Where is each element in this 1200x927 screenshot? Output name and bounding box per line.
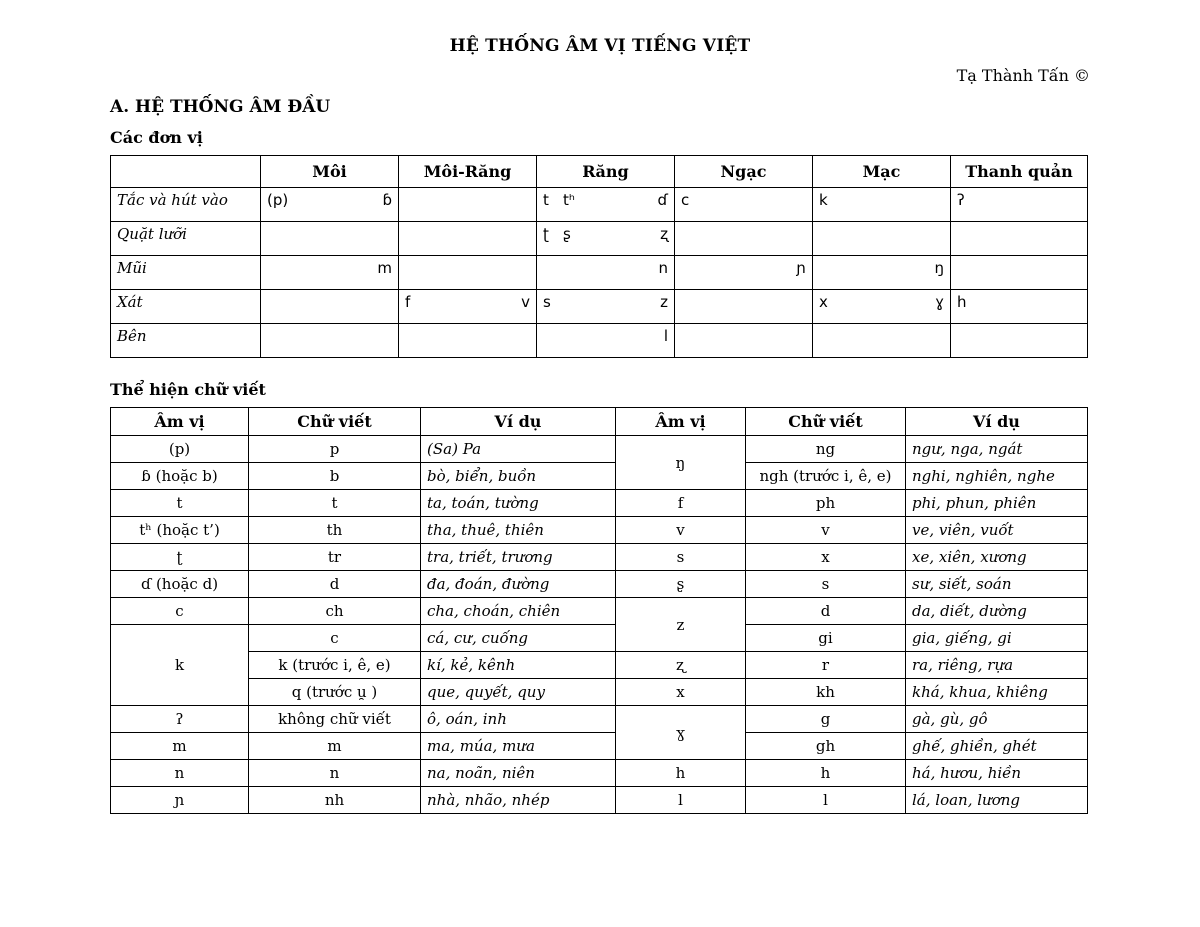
example-cell: khá, khua, khiêng xyxy=(906,679,1088,706)
header-cell: Ví dụ xyxy=(906,408,1088,436)
header-cell: Chữ viết xyxy=(249,408,421,436)
example-cell: nhà, nhão, nhép xyxy=(421,787,616,814)
table-cell xyxy=(951,222,1088,256)
table-row xyxy=(111,222,1088,256)
spelling-cell: s xyxy=(746,571,906,598)
table-cell xyxy=(675,290,813,324)
spelling-cell: m xyxy=(249,733,421,760)
phoneme-symbol: x xyxy=(819,293,828,311)
spelling-cell: ch xyxy=(249,598,421,625)
phoneme-symbol: m xyxy=(377,259,392,277)
spelling-cell: ng xyxy=(746,436,906,463)
phoneme-symbol: ɓ xyxy=(382,191,392,209)
example-cell: sư, siết, soán xyxy=(906,571,1088,598)
spelling-cell: c xyxy=(249,625,421,652)
example-cell: gà, gù, gô xyxy=(906,706,1088,733)
header-cell: Môi-Răng xyxy=(399,156,537,188)
phoneme-symbol: ɣ xyxy=(935,293,944,311)
table-cell xyxy=(951,188,1088,222)
subtitle-writing: Thể hiện chữ viết xyxy=(110,380,266,399)
example-cell: lá, loan, lương xyxy=(906,787,1088,814)
phoneme-symbol: s xyxy=(543,293,551,311)
table-header-row xyxy=(111,408,1088,436)
table-row xyxy=(111,436,1088,463)
phoneme-cell: ɓ (hoặc b) xyxy=(111,463,249,490)
example-cell: ma, múa, mưa xyxy=(421,733,616,760)
phoneme-cell: m xyxy=(111,733,249,760)
table-cell xyxy=(537,222,675,256)
spelling-cell: gi xyxy=(746,625,906,652)
phoneme-symbol: k xyxy=(819,191,828,209)
spelling-cell: t xyxy=(249,490,421,517)
example-cell: phi, phun, phiên xyxy=(906,490,1088,517)
phoneme-cell: z xyxy=(616,598,746,652)
example-cell: (Sa) Pa xyxy=(421,436,616,463)
author: Tạ Thành Tấn © xyxy=(956,66,1090,85)
spelling-cell: b xyxy=(249,463,421,490)
spelling-cell: gh xyxy=(746,733,906,760)
table-cell xyxy=(813,222,951,256)
example-cell: nghi, nghiên, nghe xyxy=(906,463,1088,490)
spelling-cell: d xyxy=(249,571,421,598)
row-label: Tắc và hút vào xyxy=(111,188,261,222)
phoneme-cell: v xyxy=(616,517,746,544)
phoneme-cell: tʰ (hoặc t’) xyxy=(111,517,249,544)
spelling-cell: nh xyxy=(249,787,421,814)
table-cell xyxy=(675,256,813,290)
table-row xyxy=(111,544,1088,571)
example-cell: tha, thuê, thiên xyxy=(421,517,616,544)
phoneme-symbol: (p) xyxy=(267,191,289,209)
table-cell xyxy=(399,188,537,222)
table-cell xyxy=(399,256,537,290)
header-cell: Thanh quản xyxy=(951,156,1088,188)
table-cell xyxy=(537,290,675,324)
table-cell xyxy=(399,290,537,324)
example-cell: kí, kẻ, kênh xyxy=(421,652,616,679)
header-cell: Ngạc xyxy=(675,156,813,188)
table-row xyxy=(111,625,1088,652)
example-cell: ve, viên, vuốt xyxy=(906,517,1088,544)
spelling-cell: r xyxy=(746,652,906,679)
phoneme-symbol: h xyxy=(957,293,967,311)
header-cell: Mạc xyxy=(813,156,951,188)
spelling-cell: p xyxy=(249,436,421,463)
phoneme-symbol: ʈ xyxy=(543,225,549,243)
spelling-cell: v xyxy=(746,517,906,544)
spelling-cell: ngh (trước i, ê, e) xyxy=(746,463,906,490)
table-cell xyxy=(951,256,1088,290)
writing-table xyxy=(110,407,1088,814)
header-cell xyxy=(111,156,261,188)
spelling-cell: g xyxy=(746,706,906,733)
header-cell: Răng xyxy=(537,156,675,188)
phoneme-symbol: ɗ xyxy=(657,191,668,209)
table-row xyxy=(111,324,1088,358)
phoneme-cell: l xyxy=(616,787,746,814)
example-cell: ô, oán, inh xyxy=(421,706,616,733)
phoneme-cell: ŋ xyxy=(616,436,746,490)
phoneme-cell: x xyxy=(616,679,746,706)
table-row xyxy=(111,517,1088,544)
spelling-cell: kh xyxy=(746,679,906,706)
phoneme-cell: s xyxy=(616,544,746,571)
phoneme-cell: h xyxy=(616,760,746,787)
example-cell: đa, đoán, đường xyxy=(421,571,616,598)
table-cell xyxy=(813,290,951,324)
row-label: Mũi xyxy=(111,256,261,290)
phoneme-symbol: ʐ xyxy=(660,225,668,243)
spelling-cell: n xyxy=(249,760,421,787)
table-cell xyxy=(261,256,399,290)
phoneme-cell: ʐ xyxy=(616,652,746,679)
example-cell: cá, cư, cuống xyxy=(421,625,616,652)
example-cell: ta, toán, tường xyxy=(421,490,616,517)
table-cell xyxy=(951,324,1088,358)
table-row xyxy=(111,733,1088,760)
example-cell: cha, choán, chiên xyxy=(421,598,616,625)
table-cell xyxy=(399,222,537,256)
header-cell: Chữ viết xyxy=(746,408,906,436)
table-row xyxy=(111,463,1088,490)
phoneme-symbol: v xyxy=(521,293,530,311)
phoneme-cell: (p) xyxy=(111,436,249,463)
table-cell xyxy=(261,324,399,358)
example-cell: da, diết, dường xyxy=(906,598,1088,625)
phoneme-symbol: t xyxy=(543,191,549,209)
table-row xyxy=(111,490,1088,517)
phoneme-symbol: ŋ xyxy=(934,259,944,277)
phoneme-symbol: z xyxy=(660,293,668,311)
phoneme-cell: k xyxy=(111,625,249,706)
phoneme-cell: t xyxy=(111,490,249,517)
header-cell: Ví dụ xyxy=(421,408,616,436)
phoneme-cell: ʂ xyxy=(616,571,746,598)
phoneme-cell: ɲ xyxy=(111,787,249,814)
table-cell xyxy=(813,188,951,222)
section-heading: A. HỆ THỐNG ÂM ĐẦU xyxy=(110,97,331,117)
example-cell: há, hươu, hiền xyxy=(906,760,1088,787)
table-cell xyxy=(813,256,951,290)
table-row xyxy=(111,760,1088,787)
table-row xyxy=(111,256,1088,290)
example-cell: que, quyết, quy xyxy=(421,679,616,706)
spelling-cell: l xyxy=(746,787,906,814)
table-cell xyxy=(399,324,537,358)
phoneme-cell: ɗ (hoặc d) xyxy=(111,571,249,598)
phoneme-symbol: l xyxy=(663,327,668,345)
spelling-cell: x xyxy=(746,544,906,571)
row-label: Bên xyxy=(111,324,261,358)
table-cell xyxy=(813,324,951,358)
table-row xyxy=(111,652,1088,679)
spelling-cell: ph xyxy=(746,490,906,517)
phoneme-units-table xyxy=(110,155,1088,358)
table-cell xyxy=(675,222,813,256)
phoneme-cell: f xyxy=(616,490,746,517)
phoneme-symbol: ɲ xyxy=(796,259,806,277)
table-cell xyxy=(675,188,813,222)
example-cell: ngư, nga, ngát xyxy=(906,436,1088,463)
example-cell: gia, giếng, gi xyxy=(906,625,1088,652)
table-row xyxy=(111,290,1088,324)
spelling-cell: tr xyxy=(249,544,421,571)
table-cell xyxy=(261,290,399,324)
header-cell: Âm vị xyxy=(111,408,249,436)
phoneme-symbol: ʂ xyxy=(563,225,571,243)
table-row xyxy=(111,679,1088,706)
table-row xyxy=(111,571,1088,598)
table-cell xyxy=(537,324,675,358)
phoneme-cell: ʈ xyxy=(111,544,249,571)
phoneme-symbol: f xyxy=(405,293,411,311)
phoneme-symbol: c xyxy=(681,191,690,209)
phoneme-symbol: n xyxy=(658,259,668,277)
example-cell: tra, triết, trương xyxy=(421,544,616,571)
phoneme-symbol: ʔ xyxy=(957,191,965,209)
table-cell xyxy=(675,324,813,358)
example-cell: na, noãn, niên xyxy=(421,760,616,787)
header-cell: Môi xyxy=(261,156,399,188)
spelling-cell: th xyxy=(249,517,421,544)
table-row xyxy=(111,188,1088,222)
subtitle-units: Các đơn vị xyxy=(110,128,203,147)
table-cell xyxy=(261,222,399,256)
table-row xyxy=(111,598,1088,625)
spelling-cell: không chữ viết xyxy=(249,706,421,733)
spelling-cell: h xyxy=(746,760,906,787)
table-row xyxy=(111,787,1088,814)
phoneme-cell: c xyxy=(111,598,249,625)
example-cell: ghế, ghiền, ghét xyxy=(906,733,1088,760)
table-cell xyxy=(261,188,399,222)
example-cell: xe, xiên, xương xyxy=(906,544,1088,571)
table-cell xyxy=(537,188,675,222)
example-cell: bò, biển, buồn xyxy=(421,463,616,490)
table-header-row xyxy=(111,156,1088,188)
table-cell xyxy=(537,256,675,290)
row-label: Xát xyxy=(111,290,261,324)
example-cell: ra, riêng, rựa xyxy=(906,652,1088,679)
spelling-cell: d xyxy=(746,598,906,625)
table-cell xyxy=(951,290,1088,324)
phoneme-cell: n xyxy=(111,760,249,787)
spelling-cell: k (trước i, ê, e) xyxy=(249,652,421,679)
phoneme-cell: ʔ xyxy=(111,706,249,733)
header-cell: Âm vị xyxy=(616,408,746,436)
table-row xyxy=(111,706,1088,733)
phoneme-symbol: tʰ xyxy=(563,191,575,209)
phoneme-cell: ɣ xyxy=(616,706,746,760)
row-label: Quặt lưỡi xyxy=(111,222,261,256)
spelling-cell: q (trước u̯ ) xyxy=(249,679,421,706)
page-title: HỆ THỐNG ÂM VỊ TIẾNG VIỆT xyxy=(449,36,751,56)
